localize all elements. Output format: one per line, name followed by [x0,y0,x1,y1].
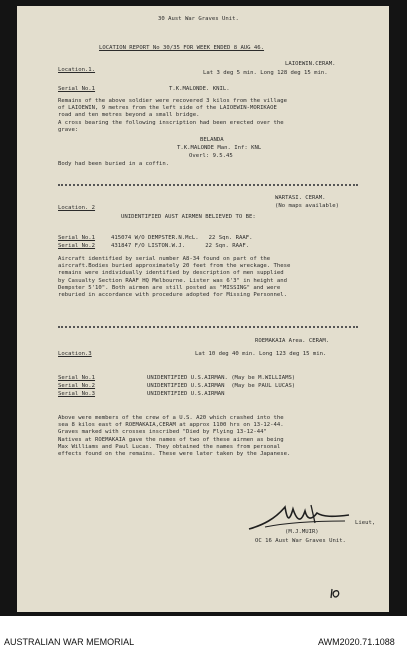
loc2-title: UNIDENTIFIED AUST AIRMEN BELIEVED TO BE: [121,214,256,220]
text-line: reburied in accordance with procedure adopted for Missing Personnel. [58,292,288,299]
loc1-label: Location.1. [58,67,96,73]
loc2-paragraph [58,256,290,299]
text-line: of LAIOEWIN, 9 metres from the left side of the LAIOEWIN-MORIKAOE [58,105,277,112]
section-divider [58,184,358,186]
text-line: Max Williams and Paul Lucas. They obtained the names from personal [58,443,281,450]
loc3-paragraph [58,415,290,458]
handwritten-mark [329,587,343,601]
loc2-note: (No maps available) [275,203,339,209]
text-line: grave: [58,126,79,133]
text-line: Remains of the above soldier were recovered 3 kilos from the village [58,98,288,104]
loc3-label: Location.3 [58,351,92,357]
loc3-serial-3: Serial No.3 [58,391,96,397]
loc2-serial-1: Serial No.1 [58,235,96,241]
inscription-line: BELANDA [200,137,224,143]
unit-heading: 30 Aust War Graves Unit. [158,16,239,22]
loc3-row-3: UNIDENTIFIED U.S.AIRMAN [147,391,225,397]
text-line: effects found on the remains. These were later taken by the Japanese. [58,451,291,458]
text-line: Natives at ROEMAKAIA gave the names of two of these airmen as being [58,436,284,443]
loc3-serial-2: Serial No.2 [58,383,96,389]
report-page [17,6,389,612]
text-line: remains were individually identified by description of men supplied [58,270,284,277]
inscription-line: T.K.MALONDE Man. Inf: KNL [177,145,262,151]
loc1-serial: Serial No.1 [58,86,96,92]
loc2-row-1: 415074 W/O DEMPSTER.N.McL. 22 Sqn. RAAF. [111,235,253,241]
loc3-serial-1: Serial No.1 [58,375,96,381]
loc2-label: Location. 2 [58,205,96,211]
text-line: by Casualty Section RAAF HQ Melbourne. Lister was 6'3" in height and [58,277,288,284]
signature-title: OC 16 Aust War Graves Unit. [255,538,346,544]
text-line: Graves marked with crosses inscribed "Died by Flying 13-12-44" [58,429,267,436]
loc3-row-2: UNIDENTIFIED U.S.AIRMAN (May be PAUL LUCAS) [147,383,296,389]
loc1-paragraph [58,98,287,134]
loc1-place: LAIOEWIN.CERAM. [285,61,336,67]
section-divider [58,326,358,328]
text-line: Dempster 5'10". Both airmen are still posted as "MISSING" and were [58,284,281,291]
loc2-place: WARTASI. CERAM. [275,195,326,201]
text-line: sea 8 kilos east of ROEMAKAIA,CERAM at approx 1100 hrs on 13-12-44. [58,422,284,429]
footer-archive-name: AUSTRALIAN WAR MEMORIAL [4,637,135,647]
text-line: A cross bearing the following inscription had been erected over the [58,119,284,126]
signature-name: (M.J.MUIR) [285,529,319,535]
loc1-name: T.K.MALONDE. KNIL. [169,86,230,92]
loc3-coords: Lat 10 deg 40 min. Long 123 deg 15 min. [195,351,327,357]
loc2-row-2: 431847 F/O LISTON.W.J. 22 Sqn. RAAF. [111,243,250,249]
text-line: road and ten metres beyond a small bridge. [58,112,200,119]
loc2-serial-2: Serial No.2 [58,243,96,249]
signature-rank: Lieut, [355,520,376,526]
text-line: Aircraft identified by serial number A8-34 found on part of the [58,256,271,262]
inscription-line: Overl: 9.5.45 [189,153,233,159]
footer-accession-number: AWM2020.71.1088 [318,637,395,647]
report-title: LOCATION REPORT No 30/35 FOR WEEK ENDED 8 AUG 46. [99,45,265,51]
loc1-closing: Body had been buried in a coffin. [58,161,170,167]
loc3-row-1: UNIDENTIFIED U.S.AIRMAN. (May be M.WILLIAMS) [147,375,296,381]
loc3-place: ROEMAKAIA Area. CERAM. [255,338,330,344]
loc1-coords: Lat 3 deg 5 min. Long 128 deg 15 min. [203,70,328,76]
text-line: Above were members of the crew of a U.S. A20 which crashed into the [58,415,284,421]
text-line: aircraft.Bodies buried approximately 20 feet from the wreckage. These [58,263,291,270]
